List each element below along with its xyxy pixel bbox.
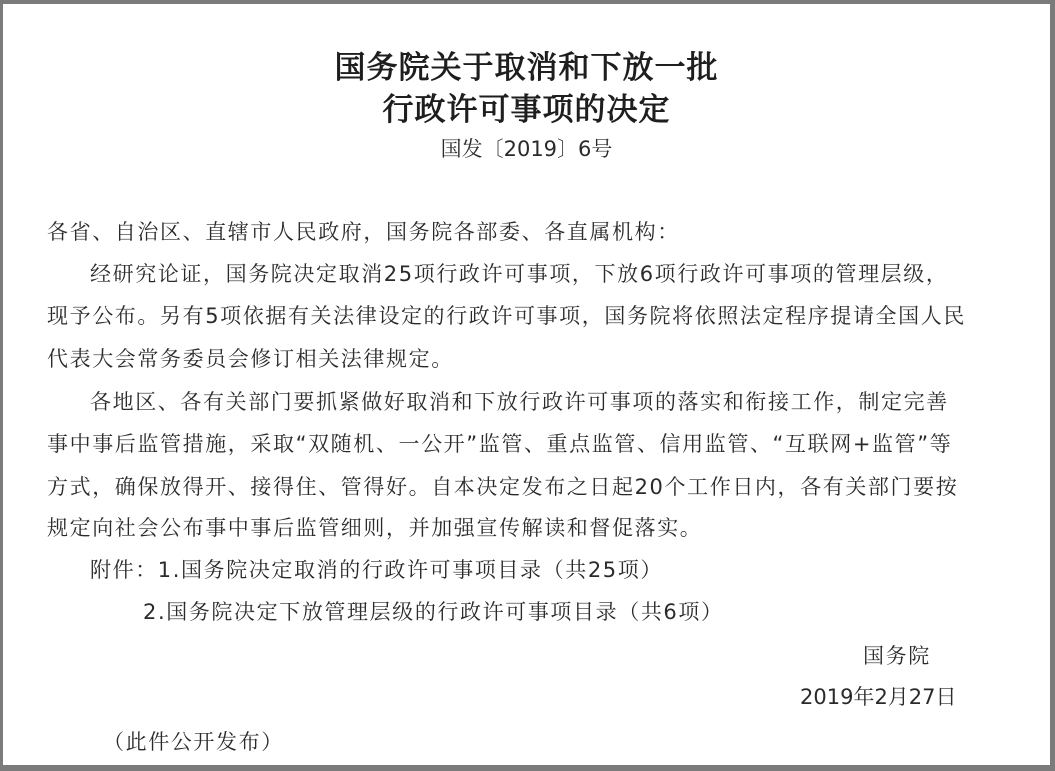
publication-note: （此件公开发布） <box>103 730 284 754</box>
paragraph-2-line: 方式，确保放得开、接得住、管得好。自本决定发布之日起20个工作日内，各有关部门要按 <box>47 475 959 499</box>
document-title-line-1: 国务院关于取消和下放一批 <box>334 50 719 86</box>
salutation: 各省、自治区、直辖市人民政府，国务院各部委、各直属机构： <box>47 220 680 244</box>
paragraph-1-line: 经研究论证，国务院决定取消25项行政许可事项，下放6项行政许可事项的管理层级， <box>90 262 949 286</box>
paragraph-2-line: 规定向社会公布事中事后监管细则，并加强宣传解读和督促落实。 <box>47 516 703 540</box>
issue-date: 2019年2月27日 <box>800 685 957 709</box>
issuer: 国务院 <box>863 644 931 668</box>
paragraph-1-line: 现予公布。另有5项依据有关法律设定的行政许可事项，国务院将依照法定程序提请全国人民 <box>47 304 966 328</box>
document-title-line-2: 行政许可事项的决定 <box>382 92 671 128</box>
attachment-1: 附件：1.国务院决定取消的行政许可事项目录（共25项） <box>90 558 663 582</box>
attachment-2: 2.国务院决定下放管理层级的行政许可事项目录（共6项） <box>143 600 724 624</box>
paragraph-2-line: 各地区、各有关部门要抓紧做好取消和下放行政许可事项的落实和衔接工作，制定完善 <box>90 390 949 414</box>
paragraph-2-line: 事中事后监管措施，采取“双随机、一公开”监管、重点监管、信用监管、“互联网+监管”等 <box>47 432 953 456</box>
paragraph-1-line: 代表大会常务委员会修订相关法律规定。 <box>47 347 454 371</box>
document-page <box>3 4 1050 765</box>
document-number: 国发〔2019〕6号 <box>440 137 613 161</box>
